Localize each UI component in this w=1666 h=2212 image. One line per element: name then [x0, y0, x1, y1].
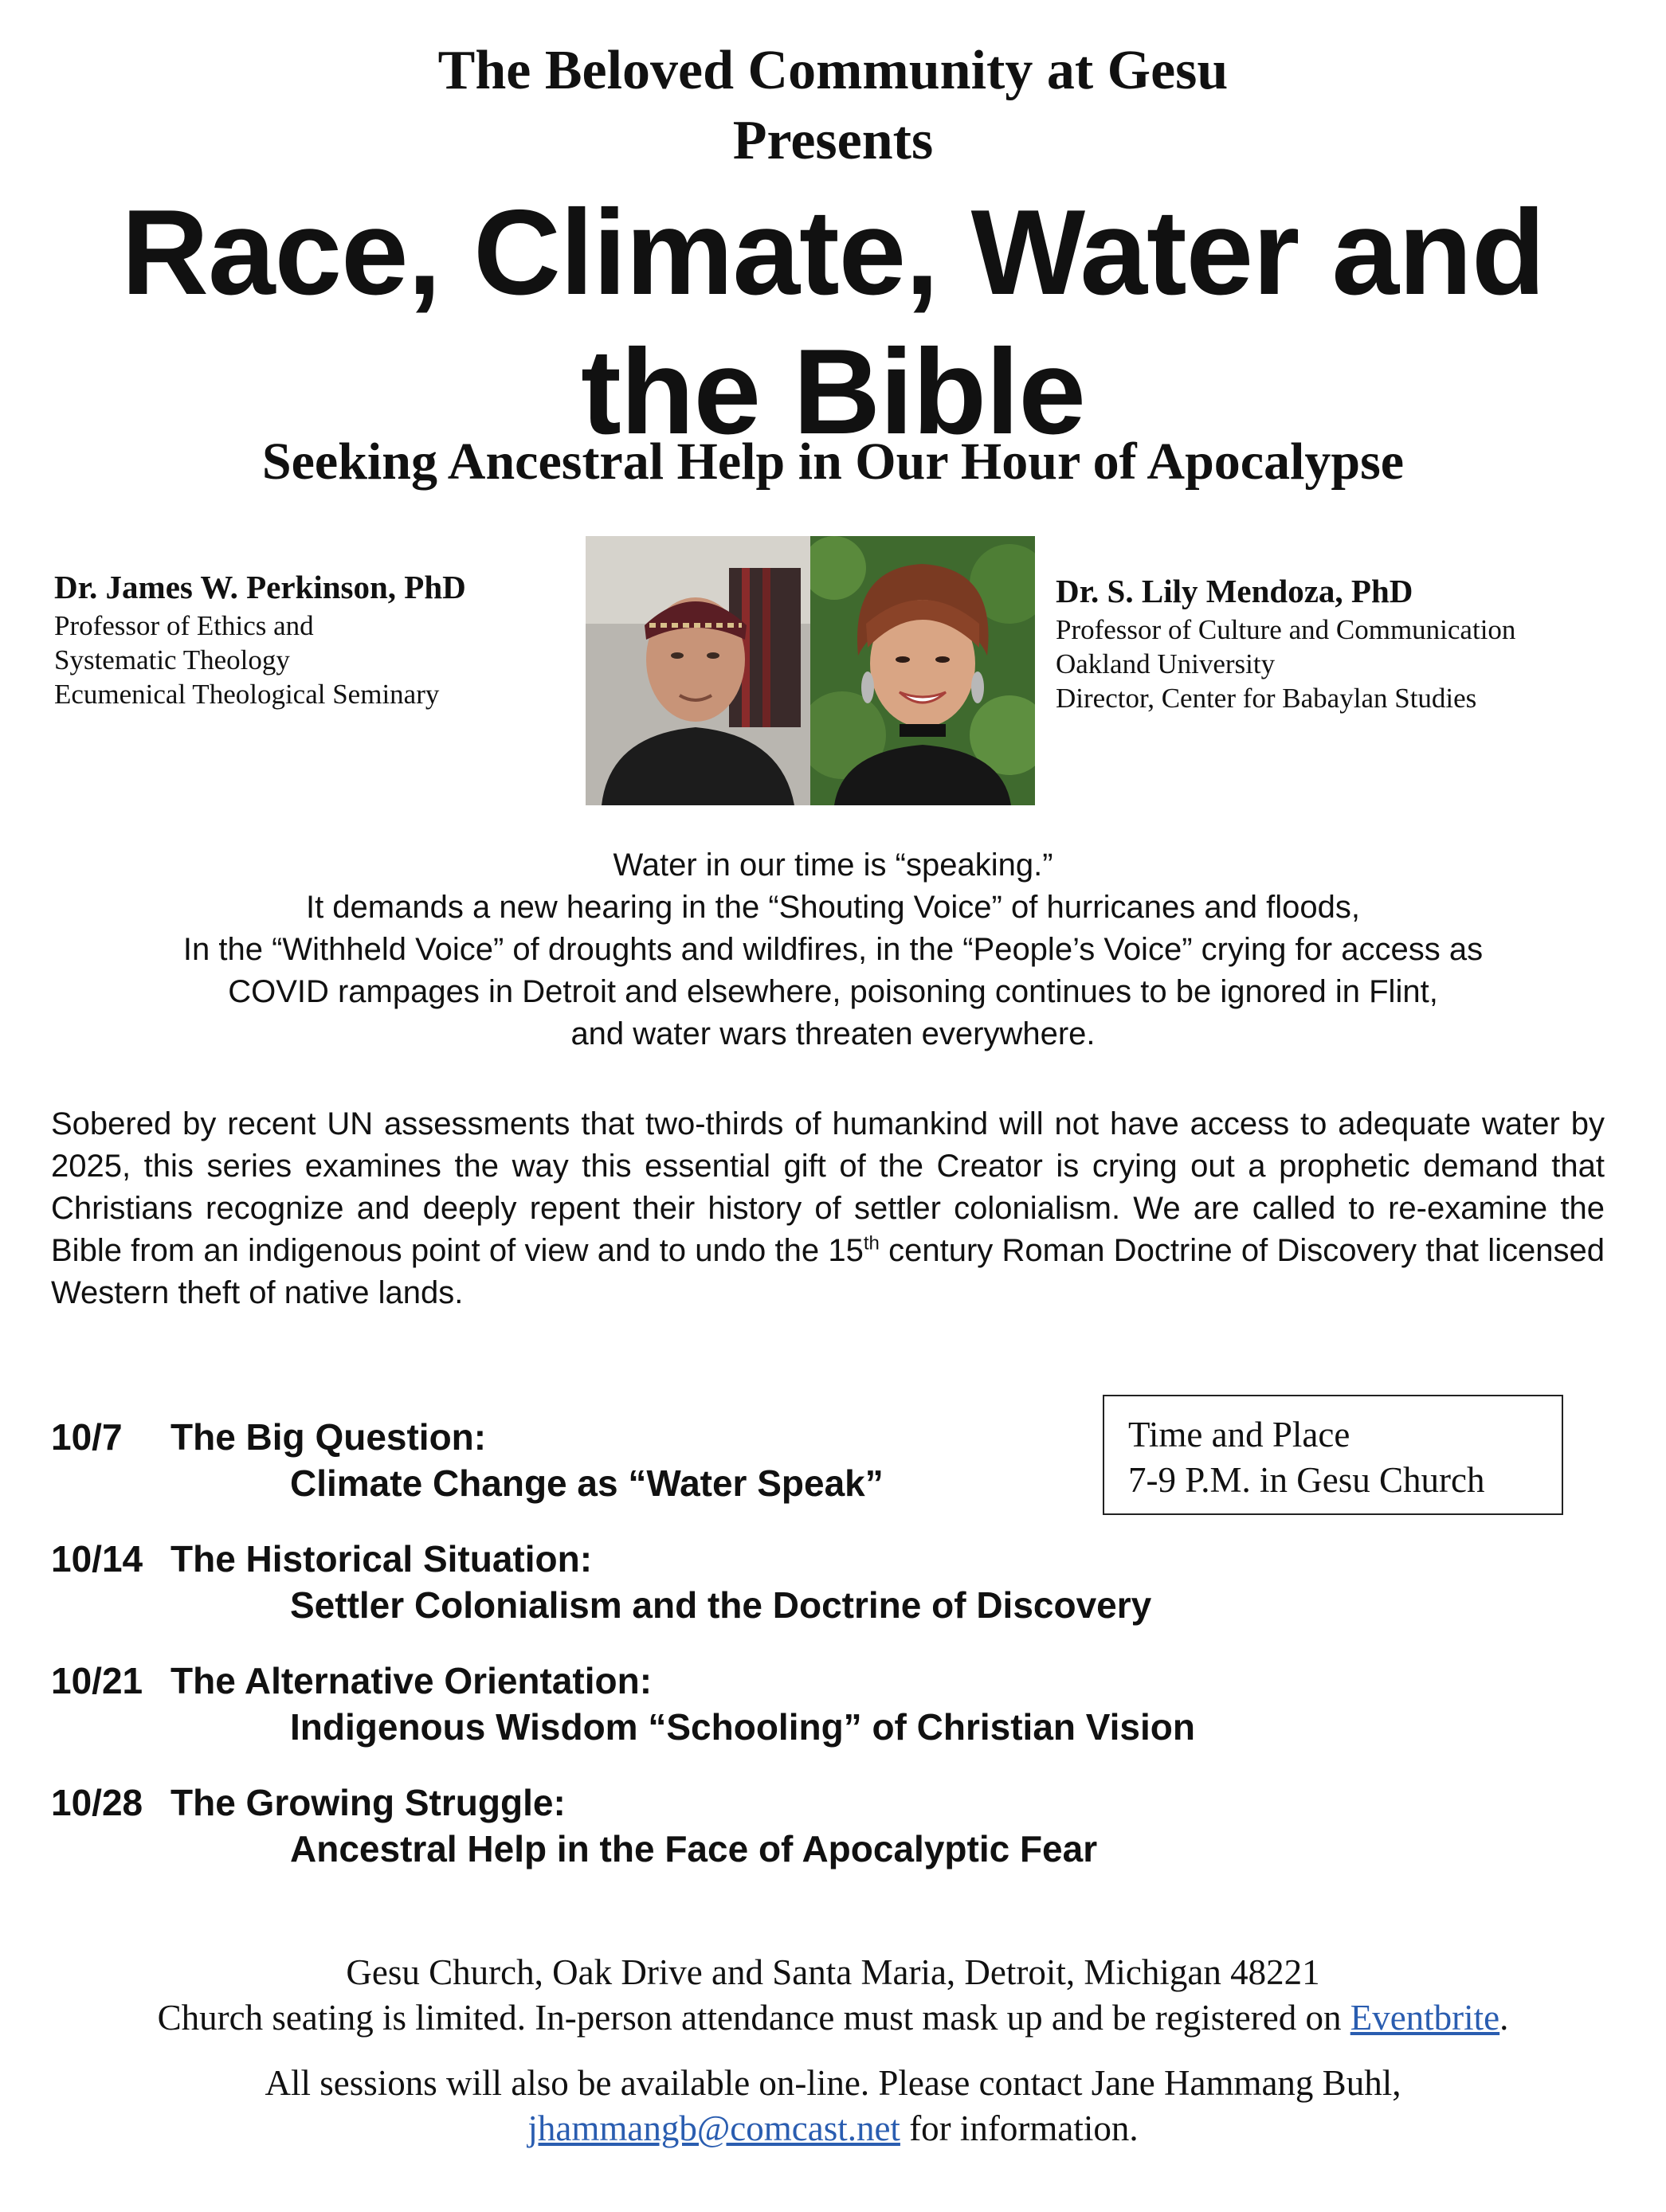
speaker-name: Dr. James W. Perkinson, PhD [54, 569, 466, 605]
session-topic: Climate Change as “Water Speak” [290, 1462, 884, 1504]
email-link[interactable]: jhammangb@comcast.net [527, 2108, 900, 2148]
speaker-affiliation: Ecumenical Theological Seminary [54, 679, 440, 710]
footer-address: Gesu Church, Oak Drive and Santa Maria, Detroit, Michigan 48221 [346, 1952, 1320, 1992]
eventbrite-link[interactable]: Eventbrite [1350, 1998, 1500, 2038]
speaker-title-line: Professor of Ethics and [54, 610, 314, 641]
description-text-end: century Roman Doctrine of Discovery that licensed Western theft of native lands. [51, 1233, 1605, 1310]
perkinson-photo [586, 536, 810, 805]
event-subtitle: Seeking Ancestral Help in Our Hour of Apocalypse [261, 433, 1405, 491]
perkinson-portrait-image [586, 536, 810, 805]
speaker-card-perkinson [54, 566, 580, 711]
speaker-photos [586, 536, 1036, 805]
contact-suffix: for information. [900, 2108, 1139, 2148]
schedule-item [51, 1658, 1195, 1750]
description-paragraph [51, 1103, 1605, 1314]
mendoza-portrait-image [810, 536, 1035, 805]
speaker-affiliation: Oakland University [1056, 648, 1276, 679]
session-heading: The Alternative Orientation: [171, 1660, 653, 1701]
footer-online: All sessions will also be available on-line. Please contact Jane Hammang Buhl, [265, 2063, 1401, 2103]
session-topic: Indigenous Wisdom “Schooling” of Christian Vision [290, 1706, 1195, 1748]
ordinal-suffix: th [863, 1232, 880, 1255]
event-title-line-1: Race, Climate, Water and [121, 185, 1545, 320]
presenter-heading [0, 36, 1666, 176]
intro-line: Water in our time is “speaking.” [613, 848, 1053, 883]
session-date: 10/14 [51, 1538, 143, 1580]
intro-line: and water wars threaten everywhere. [570, 1016, 1096, 1051]
time-place-value: 7-9 P.M. in Gesu Church [1128, 1460, 1485, 1500]
schedule-item [51, 1779, 1097, 1872]
speaker-title-line: Director, Center for Babaylan Studies [1056, 683, 1477, 714]
schedule-item [51, 1414, 884, 1506]
description-text: Sobered by recent UN assessments that two-thirds of humankind will not have access to adequate water by 2025, this series examines the way this essential gift of the Creator is crying out a prophetic demand that Christians recognize and deeply repent their history of settler colonialism. We are called to re-examine the Bible from an indigenous point of view and to undo the 15 [51, 1106, 1605, 1268]
session-topic: Settler Colonialism and the Doctrine of Discovery [290, 1584, 1152, 1626]
footer-contact [0, 2106, 1666, 2151]
mendoza-photo [810, 536, 1035, 805]
session-heading: The Big Question: [171, 1416, 487, 1458]
schedule-item [51, 1536, 1151, 1628]
session-heading: The Growing Struggle: [171, 1782, 566, 1823]
speaker-card-mendoza [1056, 570, 1645, 715]
speaker-title-line: Professor of Culture and Communication [1056, 614, 1516, 645]
time-place-box [1103, 1395, 1563, 1515]
registration-text: Church seating is limited. In-person attendance must mask up and be registered on [157, 1998, 1350, 2038]
intro-line: COVID rampages in Detroit and elsewhere, poisoning continues to be ignored in Flint, [228, 974, 1438, 1009]
registration-period: . [1499, 1998, 1509, 2038]
speaker-title-line: Systematic Theology [54, 644, 290, 675]
speaker-name: Dr. S. Lily Mendoza, PhD [1056, 573, 1413, 609]
time-place-label: Time and Place [1128, 1415, 1350, 1454]
session-topic: Ancestral Help in the Face of Apocalyptic Fear [290, 1828, 1098, 1869]
event-title [0, 183, 1666, 462]
intro-text [0, 844, 1666, 1055]
intro-line: It demands a new hearing in the “Shouting Voice” of hurricanes and floods, [305, 890, 1361, 925]
intro-line: In the “Withheld Voice” of droughts and wildfires, in the “People’s Voice” crying for access as [182, 932, 1484, 967]
presents-line: Presents [732, 110, 934, 171]
footer-registration [0, 1995, 1666, 2041]
session-date: 10/21 [51, 1660, 143, 1701]
event-title-line-2: the Bible [581, 324, 1085, 460]
session-date: 10/28 [51, 1782, 143, 1823]
session-heading: The Historical Situation: [171, 1538, 593, 1580]
session-date: 10/7 [51, 1416, 123, 1458]
presenter-line: The Beloved Community at Gesu [437, 40, 1229, 101]
